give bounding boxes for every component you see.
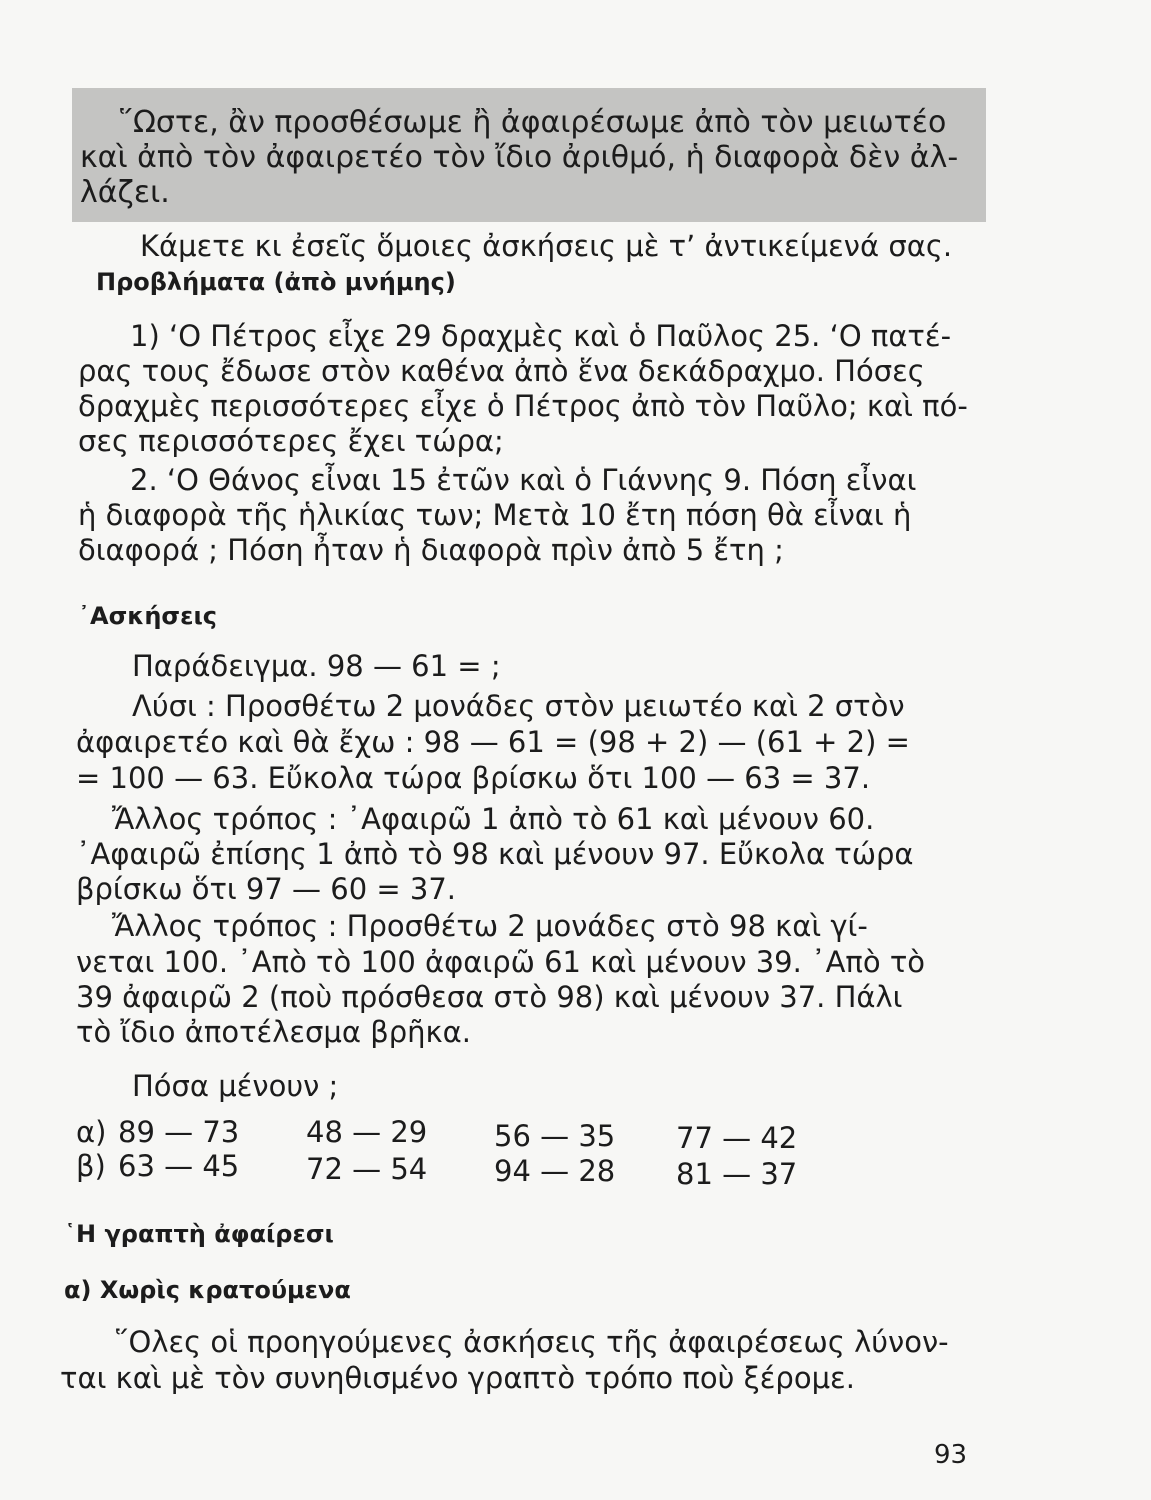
problem-line: ρας τους ἔδωσε στὸν καθένα ἀπὸ ἕνα δεκάδραχμο. Πόσες: [78, 354, 925, 388]
exercise-line: Ἄλλος τρόπος : ᾿Αφαιρῶ 1 ἀπὸ τὸ 61 καὶ μένουν 60.: [112, 802, 875, 836]
exercise-prompt: Πόσα μένουν ;: [132, 1069, 339, 1103]
exercise-line: ᾿Αφαιρῶ ἐπίσης 1 ἀπὸ τὸ 98 καὶ μένουν 97. Εὔκολα τώρα: [76, 837, 914, 871]
exercise-line: = 100 — 63. Εὔκολα τώρα βρίσκω ὅτι 100 — 63 = 37.: [76, 761, 871, 795]
subtraction-item: 63 — 45: [118, 1149, 240, 1183]
subtraction-item: 56 — 35: [494, 1119, 616, 1153]
exercise-line: Λύσι : Προσθέτω 2 μονάδες στὸν μειωτέο καὶ 2 στὸν: [132, 689, 905, 723]
subtraction-item: 89 — 73: [118, 1115, 240, 1149]
row-label: α): [76, 1115, 107, 1149]
subtraction-item: 72 — 54: [306, 1152, 428, 1186]
exercise-line: ἀφαιρετέο καὶ θὰ ἔχω : 98 — 61 = (98 + 2) — (61 + 2) =: [76, 725, 910, 759]
written-line: ῞Ολες οἱ προηγούμενες ἀσκήσεις τῆς ἀφαιρέσεως λύνον-: [114, 1325, 949, 1359]
problem-line: διαφορά ; Πόση ἦταν ἡ διαφορὰ πρὶν ἀπὸ 5 ἔτη ;: [78, 533, 784, 567]
rule-line-1: ῞Ωστε, ἂν προσθέσωμε ἢ ἀφαιρέσωμε ἀπὸ τὸν μειωτέο: [118, 105, 947, 140]
written-subheading: α) Χωρὶς κρατούμενα: [64, 1276, 351, 1304]
rule-line-2: καὶ ἀπὸ τὸν ἀφαιρετέο τὸν ἴδιο ἀριθμό, ἡ διαφορὰ δὲν ἀλ-: [80, 140, 959, 175]
exercise-line: βρίσκω ὅτι 97 — 60 = 37.: [76, 872, 457, 906]
page-number: 93: [934, 1440, 968, 1470]
exercise-line: τὸ ἴδιο ἀποτέλεσμα βρῆκα.: [76, 1015, 471, 1049]
subtraction-item: 77 — 42: [676, 1121, 798, 1155]
subtraction-item: 48 — 29: [306, 1115, 428, 1149]
exercises-heading: ᾿Ασκήσεις: [78, 602, 218, 630]
written-line: ται καὶ μὲ τὸν συνηθισμένο γραπτὸ τρόπο ποὺ ξέρομε.: [60, 1361, 855, 1395]
problem-line: ἡ διαφορὰ τῆς ἡλικίας των; Μετὰ 10 ἔτη πόση θὰ εἶναι ἡ: [78, 498, 912, 532]
problem-line: 2. ‘Ο Θάνος εἶναι 15 ἐτῶν καὶ ὁ Γιάννης 9. Πόση εἶναι: [130, 463, 917, 497]
rule-line-3: λάζει.: [80, 175, 170, 210]
exercise-line: Παράδειγμα. 98 — 61 = ;: [132, 649, 501, 683]
problem-line: δραχμὲς περισσότερες εἶχε ὁ Πέτρος ἀπὸ τὸν Παῦλο; καὶ πό-: [78, 389, 968, 423]
subtraction-item: 81 — 37: [676, 1157, 798, 1191]
problem-line: 1) ‘Ο Πέτρος εἶχε 29 δραχμὲς καὶ ὁ Παῦλος 25. ‘Ο πατέ-: [130, 319, 952, 353]
intro-text: Κάμετε κι ἐσεῖς ὅμοιες ἀσκήσεις μὲ τ’ ἀντικείμενά σας.: [140, 229, 953, 263]
exercise-line: νεται 100. ᾿Απὸ τὸ 100 ἀφαιρῶ 61 καὶ μένουν 39. ᾿Απὸ τὸ: [76, 945, 926, 979]
exercise-line: Ἄλλος τρόπος : Προσθέτω 2 μονάδες στὸ 98 καὶ γί-: [112, 909, 868, 943]
written-heading: ῾Η γραπτὴ ἀφαίρεσι: [64, 1220, 334, 1248]
subtraction-item: 94 — 28: [494, 1154, 616, 1188]
problems-heading: Προβλήματα (ἀπὸ μνήμης): [96, 268, 456, 296]
problem-line: σες περισσότερες ἔχει τώρα;: [78, 424, 504, 458]
row-label: β): [76, 1149, 106, 1183]
exercise-line: 39 ἀφαιρῶ 2 (ποὺ πρόσθεσα στὸ 98) καὶ μένουν 37. Πάλι: [76, 980, 903, 1014]
